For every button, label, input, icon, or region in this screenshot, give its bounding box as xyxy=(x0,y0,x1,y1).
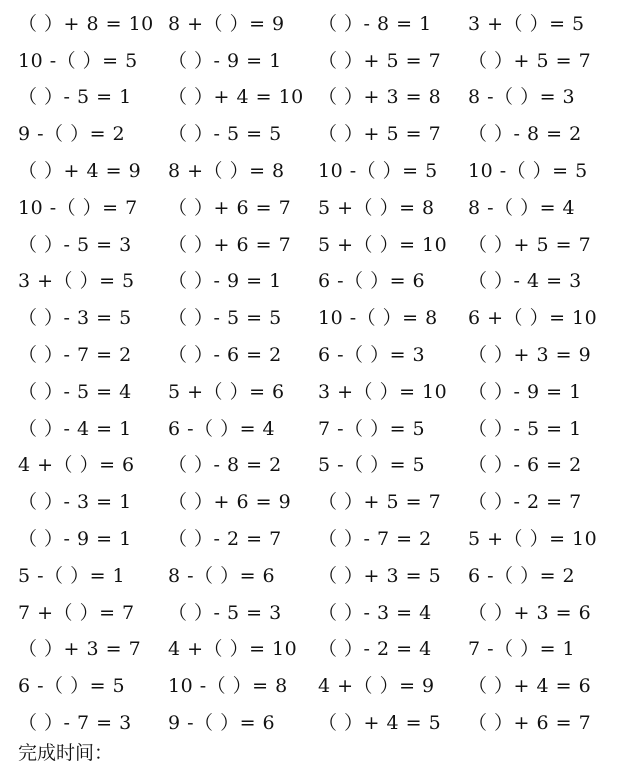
equation-item: （ ）- 9 = 1 xyxy=(168,270,282,293)
equation-item: （ ）- 5 = 5 xyxy=(168,307,282,330)
equation-item: （ ）+ 6 = 7 xyxy=(168,196,292,219)
completion-time-label: 完成时间： xyxy=(18,742,114,764)
equation-item: （ ）- 9 = 1 xyxy=(168,49,282,72)
equation-item: 3 +（ ）= 10 xyxy=(318,380,448,403)
equation-item: 8 +（ ）= 9 xyxy=(168,12,285,35)
equation-item: （ ）+ 5 = 7 xyxy=(468,49,592,72)
equation-item: （ ）- 8 = 1 xyxy=(318,12,432,35)
equation-item: （ ）- 7 = 3 xyxy=(18,712,132,735)
equation-row xyxy=(18,298,618,335)
equation-item: 10 -（ ）= 5 xyxy=(468,160,588,183)
equation-item: 10 -（ ）= 8 xyxy=(168,675,288,698)
equation-item: （ ）+ 5 = 7 xyxy=(468,233,592,256)
equation-item: （ ）+ 6 = 7 xyxy=(468,712,592,735)
equation-item: （ ）- 2 = 7 xyxy=(168,528,282,551)
equation-item: 8 -（ ）= 4 xyxy=(468,196,576,219)
equation-item: 6 -（ ）= 4 xyxy=(168,417,276,440)
equation-item: 6 -（ ）= 3 xyxy=(318,344,426,367)
equation-item: （ ）- 2 = 7 xyxy=(468,491,582,514)
equation-item: （ ）- 3 = 1 xyxy=(18,491,132,514)
equation-item: （ ）- 4 = 3 xyxy=(468,270,582,293)
equation-item: （ ）+ 3 = 7 xyxy=(18,638,142,661)
equation-item: （ ）+ 5 = 7 xyxy=(318,491,442,514)
equation-item: （ ）+ 3 = 5 xyxy=(318,564,442,587)
equation-item: 5 -（ ）= 5 xyxy=(318,454,426,477)
equation-item: （ ）- 5 = 3 xyxy=(168,601,282,624)
equation-item: 6 +（ ）= 10 xyxy=(468,307,598,330)
equation-item: 4 +（ ）= 6 xyxy=(18,454,135,477)
equation-item: 8 -（ ）= 3 xyxy=(468,86,576,109)
equation-item: （ ）- 5 = 4 xyxy=(18,380,132,403)
equation-row xyxy=(18,446,618,483)
equation-item: 10 -（ ）= 8 xyxy=(318,307,438,330)
equation-item: 6 -（ ）= 6 xyxy=(318,270,426,293)
equation-item: 10 -（ ）= 7 xyxy=(18,196,138,219)
equation-item: （ ）- 6 = 2 xyxy=(468,454,582,477)
equation-item: （ ）+ 5 = 7 xyxy=(318,49,442,72)
equation-item: （ ）- 3 = 5 xyxy=(18,307,132,330)
equation-item: 5 -（ ）= 1 xyxy=(18,564,126,587)
equation-row xyxy=(18,519,618,556)
equation-item: （ ）- 5 = 3 xyxy=(18,233,132,256)
equation-item: 7 -（ ）= 5 xyxy=(318,417,426,440)
equation-item: （ ）- 8 = 2 xyxy=(468,123,582,146)
equation-item: （ ）+ 4 = 6 xyxy=(468,675,592,698)
equation-item: 5 +（ ）= 10 xyxy=(468,528,598,551)
equation-item: 6 -（ ）= 2 xyxy=(468,564,576,587)
equation-item: 8 -（ ）= 6 xyxy=(168,564,276,587)
equation-item: （ ）+ 3 = 8 xyxy=(318,86,442,109)
equation-item: 10 -（ ）= 5 xyxy=(318,160,438,183)
equation-item: （ ）- 6 = 2 xyxy=(168,344,282,367)
equation-item: （ ）- 9 = 1 xyxy=(468,380,582,403)
equation-item: （ ）- 7 = 2 xyxy=(18,344,132,367)
equation-item: 10 -（ ）= 5 xyxy=(18,49,138,72)
equation-row xyxy=(18,225,618,262)
equation-item: 4 +（ ）= 10 xyxy=(168,638,298,661)
equation-item: 8 +（ ）= 8 xyxy=(168,160,285,183)
equation-row xyxy=(18,630,618,667)
equation-grid xyxy=(18,4,618,740)
equation-item: （ ）- 8 = 2 xyxy=(168,454,282,477)
equation-row xyxy=(18,556,618,593)
equation-row xyxy=(18,262,618,299)
equation-row xyxy=(18,4,618,41)
equation-item: （ ）+ 4 = 10 xyxy=(168,86,304,109)
equation-row xyxy=(18,335,618,372)
equation-item: （ ）- 4 = 1 xyxy=(18,417,132,440)
equation-row xyxy=(18,78,618,115)
equation-item: （ ）- 5 = 1 xyxy=(468,417,582,440)
equation-item: （ ）+ 4 = 9 xyxy=(18,160,142,183)
equation-row xyxy=(18,114,618,151)
equation-item: 5 +（ ）= 6 xyxy=(168,380,285,403)
equation-row xyxy=(18,593,618,630)
equation-item: 9 -（ ）= 2 xyxy=(18,123,126,146)
equation-item: 3 +（ ）= 5 xyxy=(468,12,585,35)
equation-row xyxy=(18,666,618,703)
equation-row xyxy=(18,372,618,409)
equation-row xyxy=(18,703,618,740)
equation-item: 5 +（ ）= 8 xyxy=(318,196,435,219)
equation-item: （ ）+ 6 = 9 xyxy=(168,491,292,514)
equation-row xyxy=(18,41,618,78)
equation-item: （ ）- 5 = 5 xyxy=(168,123,282,146)
equation-item: 3 +（ ）= 5 xyxy=(18,270,135,293)
equation-item: （ ）+ 6 = 7 xyxy=(168,233,292,256)
equation-row xyxy=(18,409,618,446)
equation-item: （ ）- 5 = 1 xyxy=(18,86,132,109)
equation-item: 4 +（ ）= 9 xyxy=(318,675,435,698)
equation-item: 6 -（ ）= 5 xyxy=(18,675,126,698)
equation-item: 9 -（ ）= 6 xyxy=(168,712,276,735)
equation-item: （ ）- 9 = 1 xyxy=(18,528,132,551)
equation-item: （ ）- 2 = 4 xyxy=(318,638,432,661)
equation-item: （ ）+ 4 = 5 xyxy=(318,712,442,735)
equation-item: （ ）+ 8 = 10 xyxy=(18,12,154,35)
equation-row xyxy=(18,482,618,519)
equation-item: （ ）+ 3 = 9 xyxy=(468,344,592,367)
equation-row xyxy=(18,151,618,188)
equation-item: 5 +（ ）= 10 xyxy=(318,233,448,256)
equation-item: （ ）+ 3 = 6 xyxy=(468,601,592,624)
equation-item: （ ）- 7 = 2 xyxy=(318,528,432,551)
equation-item: （ ）+ 5 = 7 xyxy=(318,123,442,146)
equation-item: （ ）- 3 = 4 xyxy=(318,601,432,624)
equation-item: 7 -（ ）= 1 xyxy=(468,638,576,661)
equation-item: 7 +（ ）= 7 xyxy=(18,601,135,624)
equation-row xyxy=(18,188,618,225)
